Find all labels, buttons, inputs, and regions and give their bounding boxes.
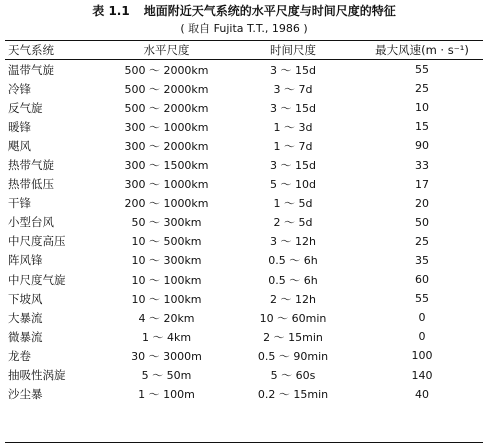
cell-horizontal-scale: 300 ～ 1000km bbox=[124, 178, 209, 192]
cell-time-scale: 1 ～ 3d bbox=[273, 120, 313, 134]
table-title: 地面附近天气系统的水平尺度与时间尺度的特征 bbox=[143, 4, 396, 18]
cell-system: 龙卷 bbox=[8, 348, 31, 363]
table-number: 表 1.1 bbox=[92, 4, 130, 18]
cell-time-scale: 2 ～ 12h bbox=[270, 292, 316, 306]
cell-max-wind: 140 bbox=[411, 368, 433, 382]
cell-horizontal-scale: 1 ～ 4km bbox=[141, 330, 192, 344]
cell-horizontal-scale: 4 ～ 20km bbox=[138, 311, 195, 325]
cell-time-scale: 1 ～ 5d bbox=[273, 197, 313, 211]
cell-system: 微暴流 bbox=[8, 329, 43, 344]
cell-system: 小型台风 bbox=[8, 215, 54, 230]
cell-system: 暖锋 bbox=[8, 119, 31, 134]
cell-horizontal-scale: 10 ～ 500km bbox=[131, 235, 202, 249]
cell-time-scale: 0.2 ～ 15min bbox=[257, 388, 329, 402]
cell-time-scale: 0.5 ～ 6h bbox=[268, 254, 318, 268]
table-row bbox=[5, 327, 483, 346]
cell-system: 中尺度高压 bbox=[8, 234, 66, 249]
cell-horizontal-scale: 300 ～ 1500km bbox=[124, 159, 209, 173]
column-header-max-wind: 最大风速(m · s⁻¹) bbox=[375, 43, 469, 57]
cell-system: 热带低压 bbox=[8, 177, 54, 192]
cell-time-scale: 0.5 ～ 90min bbox=[257, 349, 329, 363]
cell-max-wind: 0 bbox=[418, 330, 426, 344]
cell-time-scale: 2 ～ 15min bbox=[263, 330, 323, 344]
cell-max-wind: 55 bbox=[415, 63, 429, 77]
cell-max-wind: 55 bbox=[415, 292, 429, 306]
cell-time-scale: 10 ～ 60min bbox=[259, 311, 327, 325]
cell-horizontal-scale: 10 ～ 100km bbox=[131, 273, 202, 287]
cell-system: 反气旋 bbox=[8, 100, 43, 115]
table-row bbox=[5, 270, 483, 289]
table-row bbox=[5, 59, 483, 79]
cell-horizontal-scale: 1 ～ 100m bbox=[138, 388, 195, 402]
cell-horizontal-scale: 5 ～ 50m bbox=[141, 369, 192, 383]
cell-max-wind: 35 bbox=[415, 253, 429, 267]
cell-time-scale: 0.5 ～ 6h bbox=[268, 273, 318, 287]
cell-time-scale: 3 ～ 15d bbox=[270, 63, 316, 77]
cell-system: 下坡风 bbox=[8, 291, 43, 306]
cell-time-scale: 3 ～ 7d bbox=[273, 82, 313, 96]
cell-system: 中尺度气旋 bbox=[8, 272, 66, 287]
cell-max-wind: 50 bbox=[415, 215, 429, 229]
cell-system: 温带气旋 bbox=[8, 62, 54, 77]
cell-time-scale: 5 ～ 60s bbox=[270, 369, 316, 383]
table-row bbox=[5, 98, 483, 117]
cell-system: 冷锋 bbox=[8, 81, 31, 96]
source-note: ( 取自 Fujita T.T., 1986 ) bbox=[180, 22, 308, 35]
table-row bbox=[5, 289, 483, 308]
cell-time-scale: 2 ～ 5d bbox=[273, 216, 313, 230]
table-row bbox=[5, 79, 483, 98]
cell-max-wind: 0 bbox=[418, 311, 426, 325]
cell-system: 热带气旋 bbox=[8, 158, 54, 173]
cell-max-wind: 25 bbox=[415, 234, 429, 248]
cell-system: 阵风锋 bbox=[8, 253, 43, 268]
cell-max-wind: 40 bbox=[415, 387, 429, 401]
cell-horizontal-scale: 500 ～ 2000km bbox=[124, 82, 209, 96]
cell-system: 飓风 bbox=[8, 138, 31, 153]
cell-time-scale: 3 ～ 15d bbox=[270, 101, 316, 115]
column-header-time-scale: 时间尺度 bbox=[270, 43, 316, 57]
cell-horizontal-scale: 300 ～ 2000km bbox=[124, 139, 209, 153]
table-row bbox=[5, 232, 483, 251]
cell-max-wind: 25 bbox=[415, 82, 429, 96]
table-caption bbox=[0, 3, 488, 19]
cell-horizontal-scale: 30 ～ 3000m bbox=[131, 349, 202, 363]
cell-max-wind: 15 bbox=[415, 120, 429, 134]
table-row bbox=[5, 175, 483, 194]
table-row bbox=[5, 251, 483, 270]
cell-system: 干锋 bbox=[8, 196, 31, 211]
cell-max-wind: 17 bbox=[415, 177, 429, 191]
table-row bbox=[5, 136, 483, 155]
table-row bbox=[5, 308, 483, 327]
table-row bbox=[5, 366, 483, 385]
cell-time-scale: 3 ～ 12h bbox=[270, 235, 316, 249]
column-header-horizontal-scale: 水平尺度 bbox=[143, 43, 190, 57]
table-body bbox=[5, 59, 483, 404]
table-row bbox=[5, 117, 483, 136]
column-header-system: 天气系统 bbox=[8, 43, 54, 57]
bottom-rule bbox=[5, 442, 483, 443]
cell-horizontal-scale: 200 ～ 1000km bbox=[124, 197, 209, 211]
cell-max-wind: 20 bbox=[415, 196, 429, 210]
cell-max-wind: 60 bbox=[415, 273, 429, 287]
cell-time-scale: 5 ～ 10d bbox=[270, 178, 316, 192]
cell-max-wind: 90 bbox=[415, 139, 429, 153]
cell-max-wind: 100 bbox=[411, 349, 433, 363]
cell-time-scale: 1 ～ 7d bbox=[273, 139, 313, 153]
table-row bbox=[5, 194, 483, 213]
table-header-row bbox=[5, 41, 483, 59]
cell-time-scale: 3 ～ 15d bbox=[270, 159, 316, 173]
table-row bbox=[5, 346, 483, 365]
cell-system: 抽吸性涡旋 bbox=[8, 368, 66, 383]
cell-horizontal-scale: 500 ～ 2000km bbox=[124, 63, 209, 77]
cell-horizontal-scale: 10 ～ 100km bbox=[131, 292, 202, 306]
cell-system: 沙尘暴 bbox=[8, 387, 43, 402]
table-row bbox=[5, 155, 483, 174]
cell-horizontal-scale: 500 ～ 2000km bbox=[124, 101, 209, 115]
cell-max-wind: 33 bbox=[415, 158, 429, 172]
cell-max-wind: 10 bbox=[415, 101, 429, 115]
cell-system: 大暴流 bbox=[8, 310, 43, 325]
table-row bbox=[5, 213, 483, 232]
cell-horizontal-scale: 50 ～ 300km bbox=[131, 216, 202, 230]
weather-systems-table bbox=[5, 41, 483, 404]
cell-horizontal-scale: 10 ～ 300km bbox=[131, 254, 202, 268]
cell-horizontal-scale: 300 ～ 1000km bbox=[124, 120, 209, 134]
table-row bbox=[5, 385, 483, 404]
